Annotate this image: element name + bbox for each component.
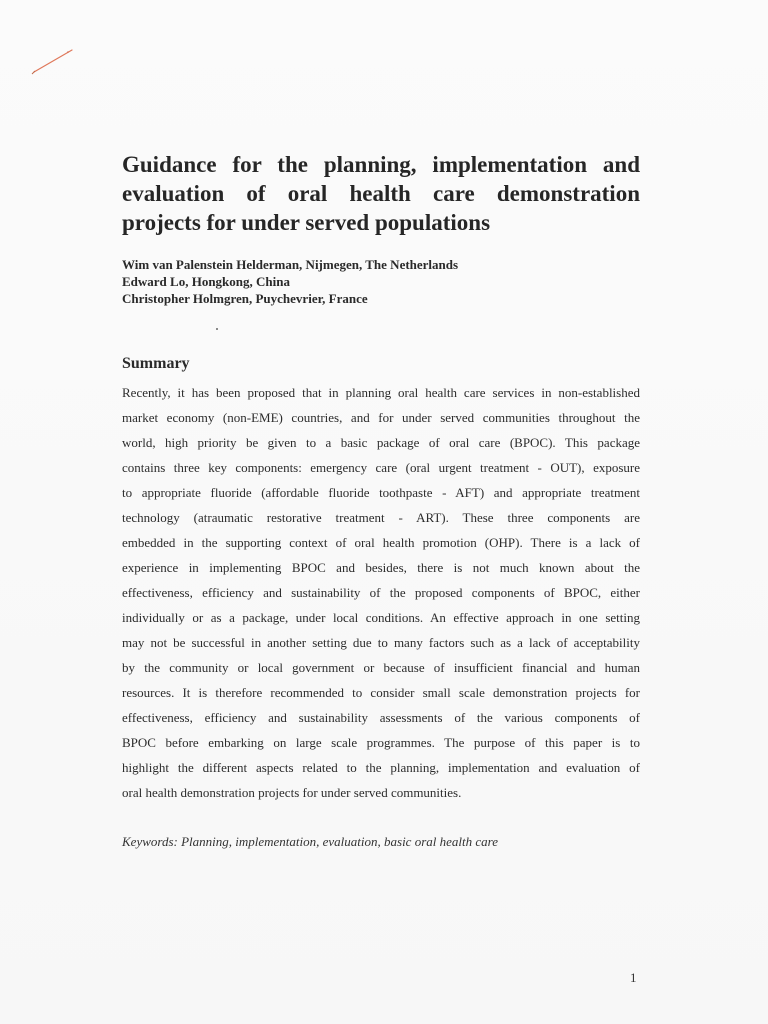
summary-line: BPOC before embarking on large scale programmes. The purpose of this paper is to	[122, 735, 640, 750]
summary-heading: Summary	[122, 355, 190, 372]
title-line: projects for under served populations	[122, 210, 491, 235]
summary-line: embedded in the supporting context of oral health promotion (OHP). There is a lack of	[122, 535, 640, 550]
paper-title	[122, 150, 640, 237]
summary-line: oral health demonstration projects for under served communities.	[122, 785, 462, 800]
author-entry: Christopher Holmgren, Puychevrier, France	[122, 291, 368, 306]
summary-line: contains three key components: emergency care (oral urgent treatment - OUT), exposure	[122, 460, 640, 475]
keywords: Keywords: Planning, implementation, evaluation, basic oral health care	[122, 834, 498, 849]
title-line: Guidance for the planning, implementation and	[122, 152, 640, 177]
summary-line: technology (atraumatic restorative treatment - ART). These three components are	[122, 510, 640, 525]
summary-line: may not be successful in another setting due to many factors such as a lack of acceptability	[122, 635, 640, 650]
summary-line: market economy (non-EME) countries, and for under served communities throughout the	[122, 410, 640, 425]
summary-line: by the community or local government or because of insufficient financial and human	[122, 660, 640, 675]
author-entry: Edward Lo, Hongkong, China	[122, 274, 290, 289]
summary-line: effectiveness, efficiency and sustainability assessments of the various components of	[122, 710, 640, 725]
summary-line: experience in implementing BPOC and besides, there is not much known about the	[122, 560, 640, 575]
summary-line: Recently, it has been proposed that in planning oral health care services in non-established	[122, 385, 640, 400]
summary-line: individually or as a package, under local conditions. An effective approach in one setting	[122, 610, 640, 625]
summary-line: effectiveness, efficiency and sustainability of the proposed components of BPOC, either	[122, 585, 640, 600]
pen-mark-icon	[28, 44, 76, 78]
author-entry: Wim van Palenstein Helderman, Nijmegen, The Netherlands	[122, 257, 459, 272]
summary-line: to appropriate fluoride (affordable fluoride toothpaste - AFT) and appropriate treatment	[122, 485, 640, 500]
title-line: evaluation of oral health care demonstration	[122, 181, 640, 206]
page-number: 1	[630, 970, 637, 985]
summary-line: world, high priority be given to a basic package of oral care (BPOC). This package	[122, 435, 640, 450]
summary-body	[122, 380, 640, 805]
scan-speck	[216, 328, 218, 330]
summary-line: resources. It is therefore recommended to consider small scale demonstration projects for	[122, 685, 640, 700]
author-list	[122, 256, 642, 307]
summary-line: highlight the different aspects related to the planning, implementation and evaluation of	[122, 760, 640, 775]
